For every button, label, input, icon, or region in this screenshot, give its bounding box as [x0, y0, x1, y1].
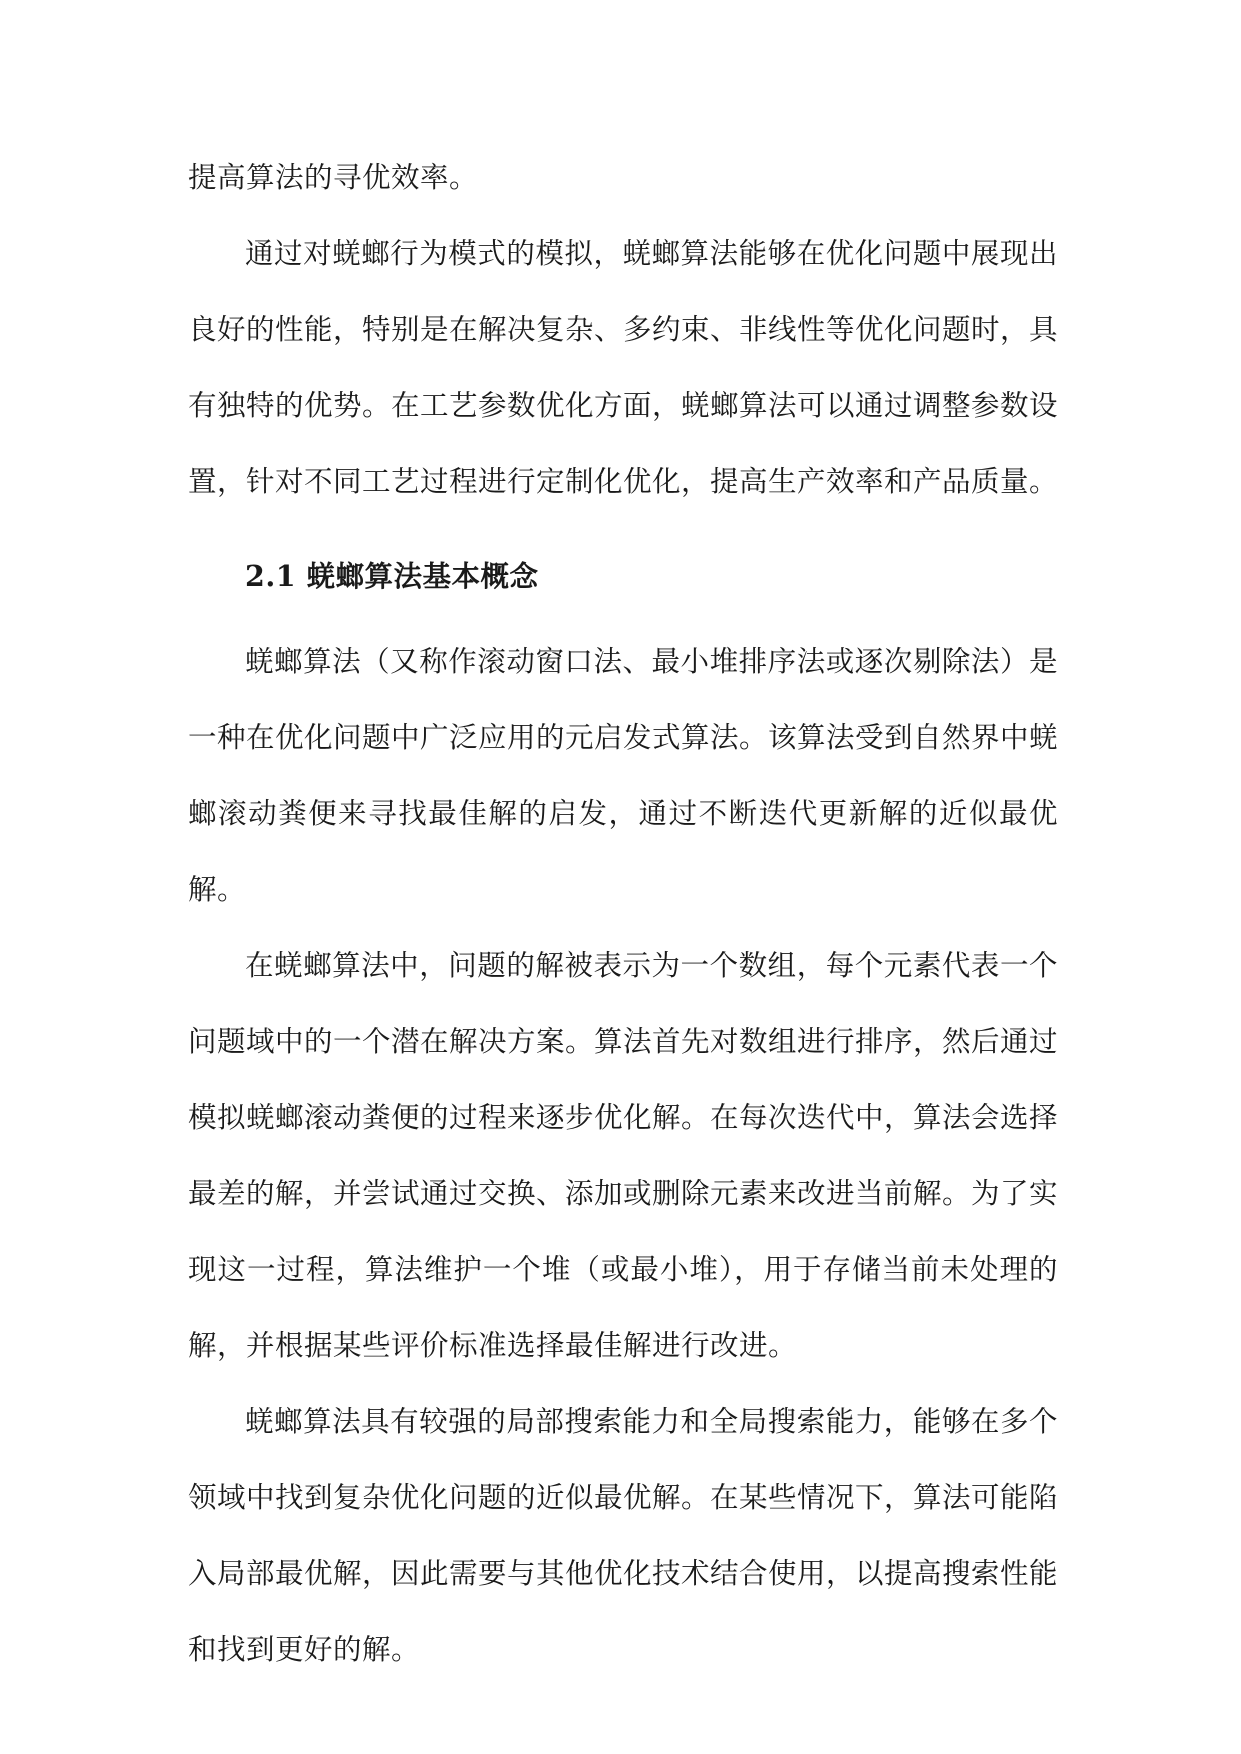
section-title: 蜣螂算法基本概念	[306, 559, 539, 593]
paragraph-mimicry-summary: 通过对蜣螂行为模式的模拟，蜣螂算法能够在优化问题中展现出良好的性能，特别是在解决复杂、多约束、非线性等优化问题时，具有独特的优势。在工艺参数优化方面，蜣螂算法可以通过调整参数设置，针对不同工艺过程进行定制化优化，提高生产效率和产品质量。	[188, 237, 1059, 498]
paragraph-capability: 蜣螂算法具有较强的局部搜索能力和全局搜索能力，能够在多个领域中找到复杂优化问题的近似最优解。在某些情况下，算法可能陷入局部最优解，因此需要与其他优化技术结合使用，以提高搜索性能和找到更好的解。	[188, 1405, 1059, 1666]
document-body	[188, 140, 1058, 1688]
paragraph-continuation: 提高算法的寻优效率。	[188, 161, 479, 194]
paragraph-representation: 在蜣螂算法中，问题的解被表示为一个数组，每个元素代表一个问题域中的一个潜在解决方案。算法首先对数组进行排序，然后通过模拟蜣螂滚动粪便的过程来逐步优化解。在每次迭代中，算法会选择最差的解，并尝试通过交换、添加或删除元素来改进当前解。为了实现这一过程，算法维护一个堆（或最小堆），用于存储当前未处理的解，并根据某些评价标准选择最佳解进行改进。	[188, 949, 1059, 1362]
section-heading	[188, 538, 1058, 614]
section-number: 2.1	[245, 559, 297, 593]
paragraph-definition: 蜣螂算法（又称作滚动窗口法、最小堆排序法或逐次剔除法）是一种在优化问题中广泛应用的元启发式算法。该算法受到自然界中蜣螂滚动粪便来寻找最佳解的启发，通过不断迭代更新解的近似最优解。	[188, 645, 1059, 906]
